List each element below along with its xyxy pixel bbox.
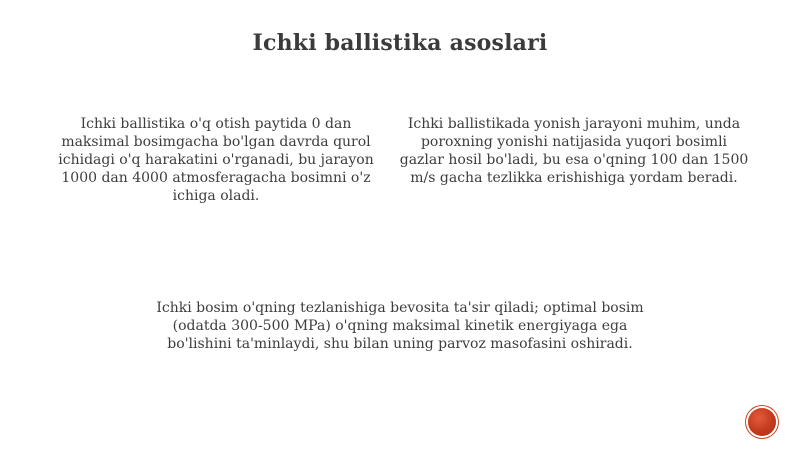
slide-title: Ichki ballistika asoslari: [252, 30, 548, 56]
next-slide-button[interactable]: [748, 408, 776, 436]
right-paragraph: Ichki ballistikada yonish jarayoni muhim, unda poroxning yonishi natijasida yuqori bosimli gazlar hosil bo'ladi, bu esa o'qning 100 dan 1500 m/s gacha tezlikka erishishiga yordam beradi.: [399, 116, 749, 186]
bottom-paragraph: Ichki bosim o'qning tezlanishiga bevosita ta'sir qiladi; optimal bosim (odatda 300-500 MPa) o'qning maksimal kinetik energiyaga ega bo'lishini ta'minlaydi, shu bilan uning parvoz masofasini oshiradi.: [156, 300, 644, 352]
left-paragraph: Ichki ballistika o'q otish paytida 0 dan maksimal bosimgacha bo'lgan davrda qurol ichidagi o'q harakatini o'rganadi, bu jarayon 1000 dan 4000 atmosferagacha bosimni o'z ichiga oladi.: [58, 116, 374, 204]
